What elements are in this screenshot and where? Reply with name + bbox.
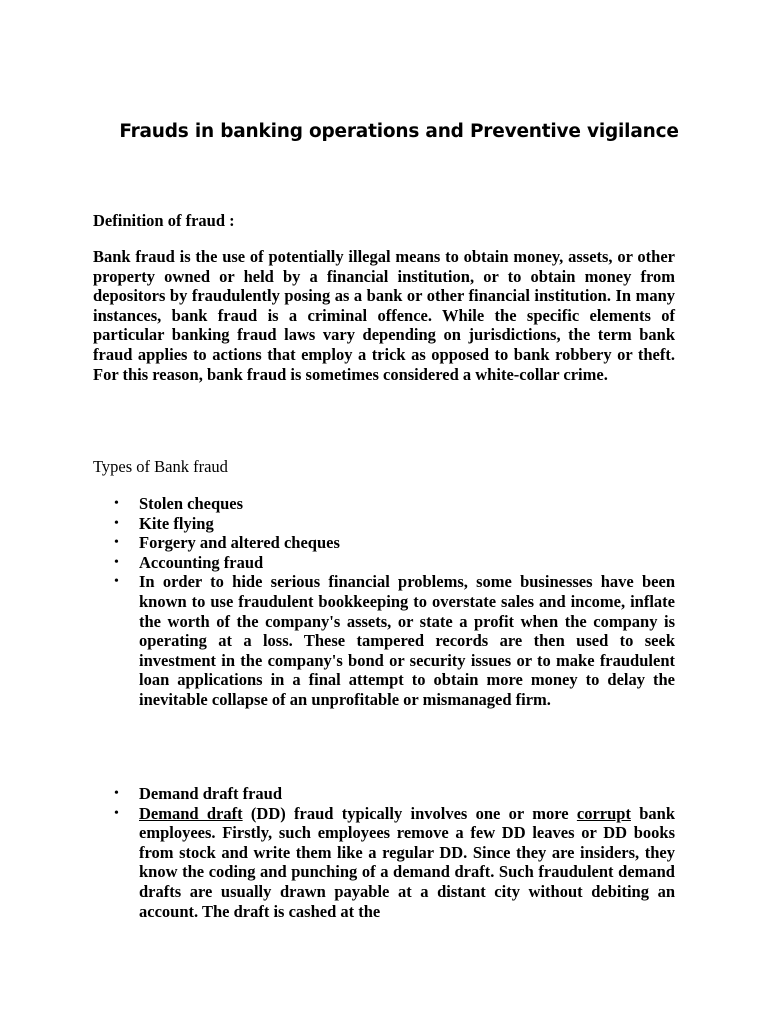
list-item [0,804,675,922]
bullet-icon: • [114,535,119,551]
list-item [0,494,675,514]
list-item [0,514,675,534]
list-item-text: Forgery and altered cheques [139,533,340,553]
types-heading: Types of Bank fraud [93,457,228,476]
list-item-text: Kite flying [139,513,214,533]
bullet-icon: • [114,805,119,821]
list-item [0,572,675,709]
list-item-text: Stolen cheques [139,494,244,513]
bullet-icon: • [114,515,119,531]
definition-heading: Definition of fraud : [93,211,235,230]
demand-draft-link[interactable]: Demand draft [139,803,243,823]
list-item-text: Demand draft fraud [139,784,282,803]
bullet-icon: • [114,496,119,511]
list-item-text: (DD) fraud typically involves one or more [242,803,577,823]
definition-paragraph: Bank fraud is the use of potentially illegal means to obtain money, assets, or other property owned or held by a financial institution, or to obtain money from depositors by fraudulently posing as a bank or other financial institution. In many instances, bank fraud is a criminal offence. While the specific elements of particular banking fraud laws vary depending on jurisdictions, the term bank fraud applies to actions that employ a trick as opposed to bank robbery or theft. For this reason, bank fraud is sometimes considered a white-collar crime. [93,247,675,384]
list-item-text: bank employees. Firstly, such employees remove a few DD leaves or DD books from stock and write them like a regular DD. Since they are insiders, they know the coding and punching of a demand draft. Such fraudulent demand drafts are usually drawn payable at a distant city without debiting an account. The draft is cashed at the [139,803,676,921]
list-item-text: In order to hide serious financial problems, some businesses have been known to use fraudulent bookkeeping to overstate sales and income, inflate the worth of the company's assets, or state a profit when the company is operating at a loss. These tampered records are then used to seek investment in the company's bond or security issues or to make fraudulent loan applications in a final attempt to obtain more money to delay the inevitable collapse of an unprofitable or mismanaged firm. [139,572,675,709]
list-item [0,553,675,573]
corrupt-link[interactable]: corrupt [576,803,631,823]
bullet-icon: • [114,554,119,570]
bullet-icon: • [114,574,119,590]
list-item [0,533,675,553]
fraud-types-list [0,494,768,710]
document-title: Frauds in banking operations and Preventive vigilance [119,121,679,142]
list-item [0,784,675,804]
list-item-text: Accounting fraud [139,552,264,572]
demand-draft-list [0,784,768,921]
bullet-icon: • [114,786,119,801]
